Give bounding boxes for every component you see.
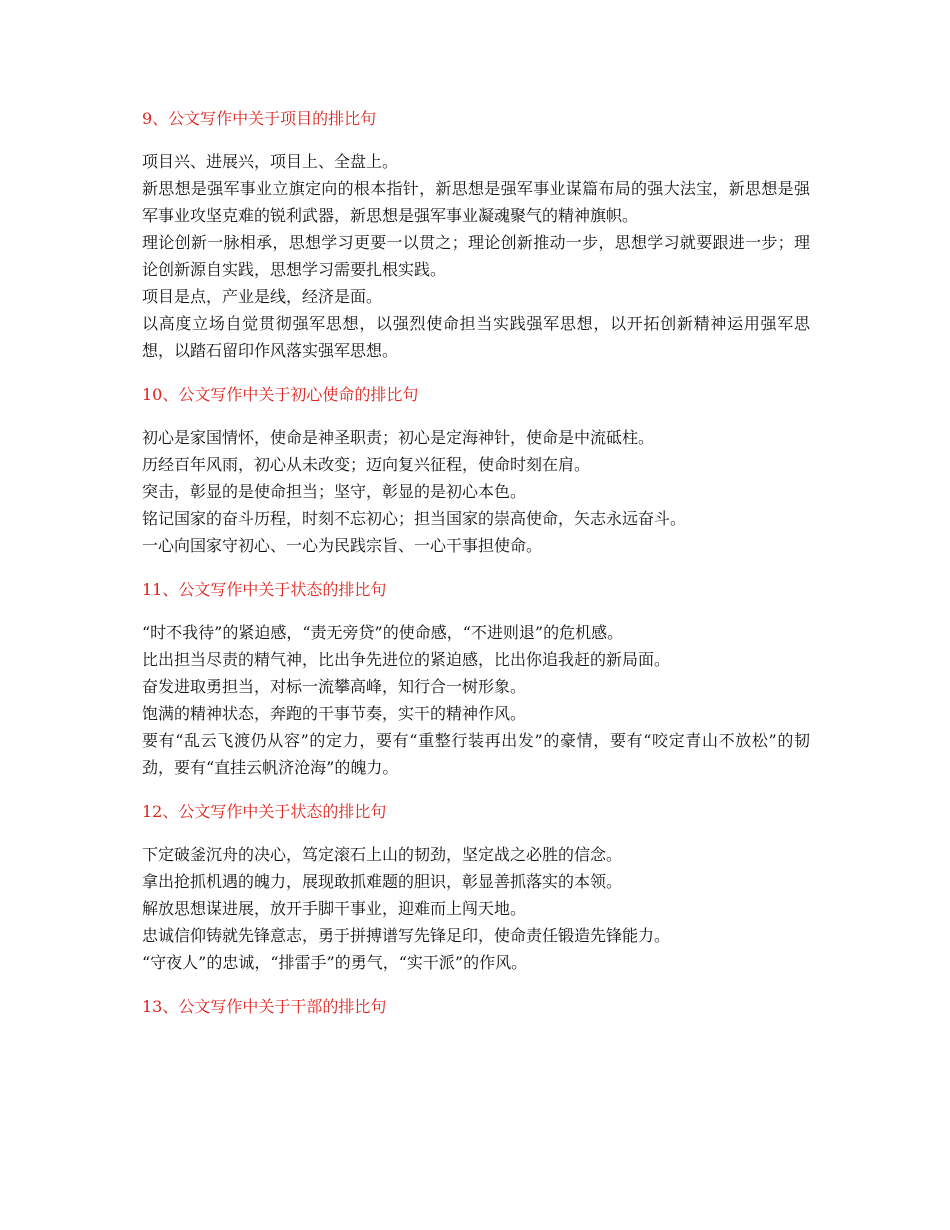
section (142, 996, 810, 1018)
section-heading: 10、公文写作中关于初心使命的排比句 (142, 385, 419, 404)
paragraph: 项目是点，产业是线，经济是面。 (142, 287, 383, 306)
paragraph: “时不我待”的紧迫感，“责无旁贷”的使命感，“不进则退”的危机感。 (142, 623, 624, 642)
paragraph: 以高度立场自觉贯彻强军思想，以强烈使命担当实践强军思想，以开拓创新精神运用强军思想，以踏石留印作风落实强军思想。 (142, 314, 810, 360)
paragraph: 奋发进取勇担当，对标一流攀高峰，知行合一树形象。 (142, 677, 527, 696)
paragraph: 下定破釜沉舟的决心，笃定滚石上山的韧劲，坚定战之必胜的信念。 (142, 845, 623, 864)
section (142, 384, 810, 559)
paragraph: 忠诚信仰铸就先锋意志，勇于拼搏谱写先锋足印，使命责任锻造先锋能力。 (142, 926, 671, 945)
section-heading: 11、公文写作中关于状态的排比句 (142, 580, 387, 599)
paragraph: 拿出抢抓机遇的魄力，展现敢抓难题的胆识，彰显善抓落实的本领。 (142, 872, 623, 891)
section-heading: 9、公文写作中关于项目的排比句 (142, 109, 377, 128)
section-heading: 13、公文写作中关于干部的排比句 (142, 997, 387, 1016)
paragraph: 比出担当尽责的精气神，比出争先进位的紧迫感，比出你追我赶的新局面。 (142, 650, 671, 669)
paragraph: 一心向国家守初心、一心为民践宗旨、一心干事担使命。 (142, 536, 543, 555)
document-content (142, 108, 810, 1038)
paragraph: 解放思想谋进展，放开手脚干事业，迎难而上闯天地。 (142, 899, 527, 918)
paragraph: 铭记国家的奋斗历程，时刻不忘初心；担当国家的崇高使命，矢志永远奋斗。 (142, 509, 687, 528)
paragraph: 初心是家国情怀，使命是神圣职责；初心是定海神针，使命是中流砥柱。 (142, 428, 655, 447)
paragraph: 突击，彰显的是使命担当；坚守，彰显的是初心本色。 (142, 482, 527, 501)
section-heading: 12、公文写作中关于状态的排比句 (142, 802, 387, 821)
paragraph: 要有“乱云飞渡仍从容”的定力，要有“重整行装再出发”的豪情，要有“咬定青山不放松”的韧劲，要有“直挂云帆济沧海”的魄力。 (142, 731, 810, 777)
paragraph: 新思想是强军事业立旗定向的根本指针，新思想是强军事业谋篇布局的强大法宝，新思想是强军事业攻坚克难的锐利武器，新思想是强军事业凝魂聚气的精神旗帜。 (142, 179, 810, 225)
paragraph: 理论创新一脉相承，思想学习更要一以贯之；理论创新推动一步，思想学习就要跟进一步；理论创新源自实践，思想学习需要扎根实践。 (142, 233, 810, 279)
paragraph: 历经百年风雨，初心从未改变；迈向复兴征程，使命时刻在肩。 (142, 455, 591, 474)
paragraph: 饱满的精神状态，奔跑的干事节奏，实干的精神作风。 (142, 704, 527, 723)
paragraph: “守夜人”的忠诚，“排雷手”的勇气，“实干派”的作风。 (142, 953, 528, 972)
paragraph: 项目兴、进展兴，项目上、全盘上。 (142, 152, 399, 171)
section (142, 801, 810, 976)
section (142, 579, 810, 781)
section (142, 108, 810, 364)
